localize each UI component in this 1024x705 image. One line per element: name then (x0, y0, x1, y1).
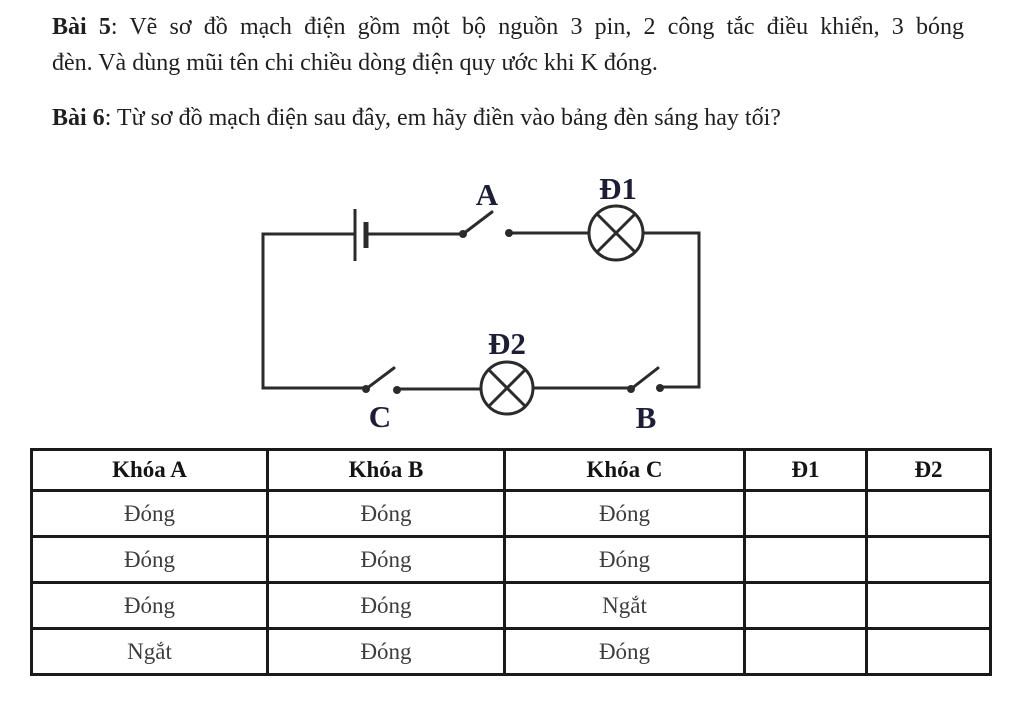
cell-d1 (745, 491, 867, 537)
table-header-row (32, 450, 991, 491)
cell-khoa-c: Đóng (505, 491, 745, 537)
cell-khoa-a: Ngắt (32, 629, 268, 675)
table-row (32, 583, 991, 629)
cell-d2 (867, 583, 991, 629)
cell-d1 (745, 629, 867, 675)
cell-khoa-c: Đóng (505, 537, 745, 583)
exercise-6-label: Bài 6 (52, 105, 105, 131)
cell-khoa-b: Đóng (268, 583, 505, 629)
cell-d2 (867, 537, 991, 583)
exercise-5-line1-text: : Vẽ sơ đồ mạch điện gồm một bộ nguồn 3 pin, 2 công tắc điều khiển, 3 bóng (110, 14, 964, 40)
lamp-d2-label: Đ2 (488, 326, 526, 361)
col-header-khoa-c: Khóa C (505, 450, 745, 491)
cell-khoa-a: Đóng (32, 491, 268, 537)
col-header-d2: Đ2 (867, 450, 991, 491)
switch-c-icon (362, 368, 401, 394)
cell-khoa-b: Đóng (268, 537, 505, 583)
col-header-khoa-a: Khóa A (32, 450, 268, 491)
lamp-d1-label: Đ1 (599, 171, 637, 206)
lamp-d2-icon (481, 362, 533, 414)
exercise-6-line1-text: : Từ sơ đồ mạch điện sau đây, em hãy điền vào bảng đèn sáng hay tối? (104, 105, 781, 131)
switch-a-label: A (475, 177, 499, 212)
switch-a-icon (459, 212, 513, 238)
table-row (32, 491, 991, 537)
switch-c-label: C (368, 399, 392, 434)
cell-khoa-b: Đóng (268, 629, 505, 675)
col-header-d1: Đ1 (745, 450, 867, 491)
table-row (32, 537, 991, 583)
exercise-5-line2: đèn. Và dùng mũi tên chi chiều dòng điện quy ước khi K đóng. (52, 50, 658, 76)
lamp-state-table (30, 448, 992, 676)
cell-d1 (745, 537, 867, 583)
cell-khoa-b: Đóng (268, 491, 505, 537)
col-header-khoa-b: Khóa B (268, 450, 505, 491)
cell-khoa-c: Ngắt (505, 583, 745, 629)
cell-khoa-a: Đóng (32, 583, 268, 629)
exercise-5-label: Bài 5 (52, 14, 111, 40)
cell-d1 (745, 583, 867, 629)
lamp-d1-icon (589, 206, 643, 260)
switch-b-label: B (635, 400, 657, 435)
cell-khoa-c: Đóng (505, 629, 745, 675)
battery-icon (355, 209, 366, 261)
table-row (32, 629, 991, 675)
switch-b-icon (627, 368, 664, 393)
cell-d2 (867, 629, 991, 675)
circuit-wires (263, 233, 699, 389)
cell-d2 (867, 491, 991, 537)
cell-khoa-a: Đóng (32, 537, 268, 583)
